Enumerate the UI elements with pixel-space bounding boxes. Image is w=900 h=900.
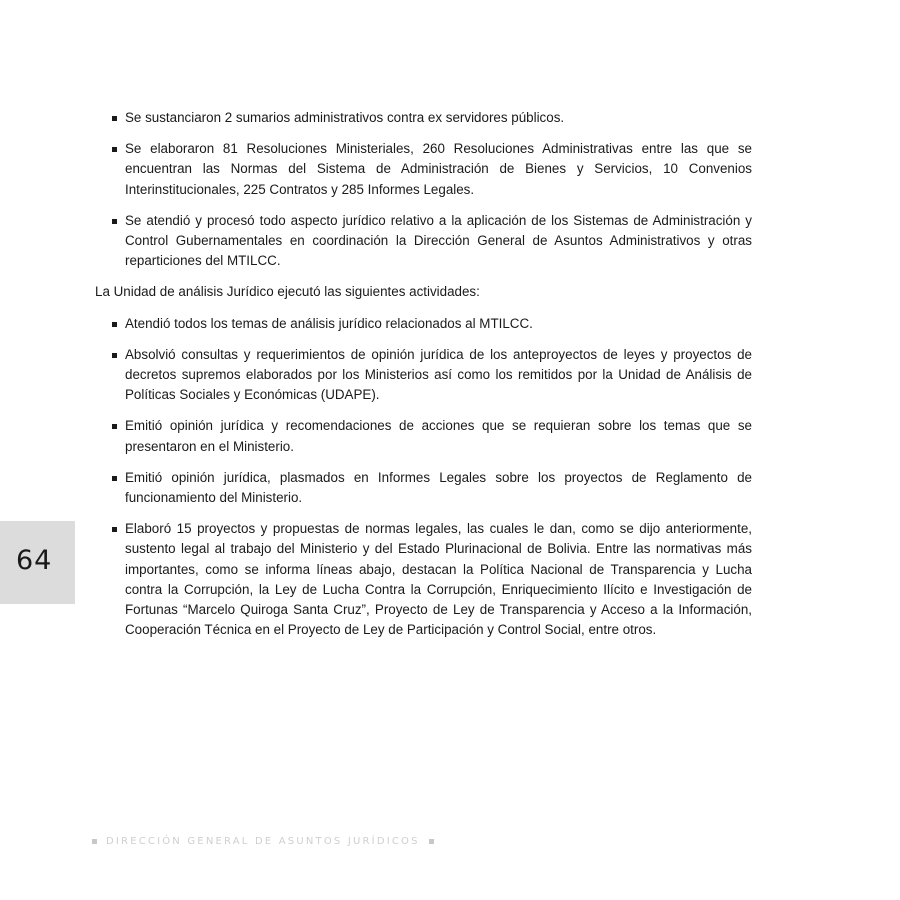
list-item-text: Elaboró 15 proyectos y propuestas de normas legales, las cuales le dan, como se dijo anteriormente, sustento legal al trabajo del Ministerio y del Estado Plurinacional de Bolivia. Entre las normativas más importantes, como se informa líneas abajo, destacan la Política Nacional de Transparencia y Lucha contra la Corrupción, la Ley de Lucha Contra la Corrupción, Enriquecimiento Ilícito e Investigación de Fortunas “Marcelo Quiroga Santa Cruz”, Proyecto de Ley de Transparencia y Acceso a la Información, Cooperación Técnica en el Proyecto de Ley de Participación y Control Social, entre otros. xyxy=(125,521,752,638)
list-item xyxy=(95,211,752,272)
square-bullet-icon xyxy=(112,219,117,224)
intro-paragraph: La Unidad de análisis Jurídico ejecutó las siguientes actividades: xyxy=(95,284,480,300)
list-item xyxy=(95,416,752,456)
list-item-text: Atendió todos los temas de análisis jurídico relacionados al MTILCC. xyxy=(125,315,533,331)
bullet-list-activities xyxy=(95,314,752,641)
list-item xyxy=(95,139,752,200)
list-item xyxy=(95,108,752,128)
square-bullet-icon xyxy=(92,839,97,844)
list-item-text: Absolvió consultas y requerimientos de opinión jurídica de los anteproyectos de leyes y proyectos de decretos supremos elaborados por los Ministerios así como los remitidos por la Unidad de Análisis de Políticas Sociales y Económicas (UDAPE). xyxy=(125,346,752,403)
square-bullet-icon xyxy=(112,147,117,152)
list-item xyxy=(95,519,752,640)
list-item-text: Se atendió y procesó todo aspecto jurídico relativo a la aplicación de los Sistemas de Administración y Control Gubernamentales en coordinación la Dirección General de Asuntos Administrativos y otras reparticiones del MTILCC. xyxy=(125,212,752,269)
square-bullet-icon xyxy=(112,527,117,532)
list-item xyxy=(95,314,752,334)
page-number: 64 xyxy=(16,545,53,576)
list-item-text: Emitió opinión jurídica, plasmados en Informes Legales sobre los proyectos de Reglamento de funcionamiento del Ministerio. xyxy=(125,469,752,506)
bullet-list-summary xyxy=(95,108,752,271)
list-item-text: Se sustanciaron 2 sumarios administrativos contra ex servidores públicos. xyxy=(125,110,565,125)
footer xyxy=(92,834,434,848)
square-bullet-icon xyxy=(112,353,117,358)
list-item-text: Se elaboraron 81 Resoluciones Ministeriales, 260 Resoluciones Administrativas entre las que se encuentran las Normas del Sistema de Administración de Bienes y Servicios, 10 Convenios Interinstitucionales, 225 Contratos y 285 Informes Legales. xyxy=(125,141,752,197)
document-body xyxy=(95,108,752,651)
list-item xyxy=(95,345,752,406)
square-bullet-icon xyxy=(112,476,117,481)
square-bullet-icon xyxy=(112,116,117,121)
footer-text: DIRECCIÓN GENERAL DE ASUNTOS JURÍDICOS xyxy=(106,835,420,847)
list-item xyxy=(95,468,752,508)
square-bullet-icon xyxy=(429,839,434,844)
square-bullet-icon xyxy=(112,322,117,327)
list-item-text: Emitió opinión jurídica y recomendaciones de acciones que se requieran sobre los temas que se presentaron en el Ministerio. xyxy=(125,418,752,454)
square-bullet-icon xyxy=(112,424,117,429)
